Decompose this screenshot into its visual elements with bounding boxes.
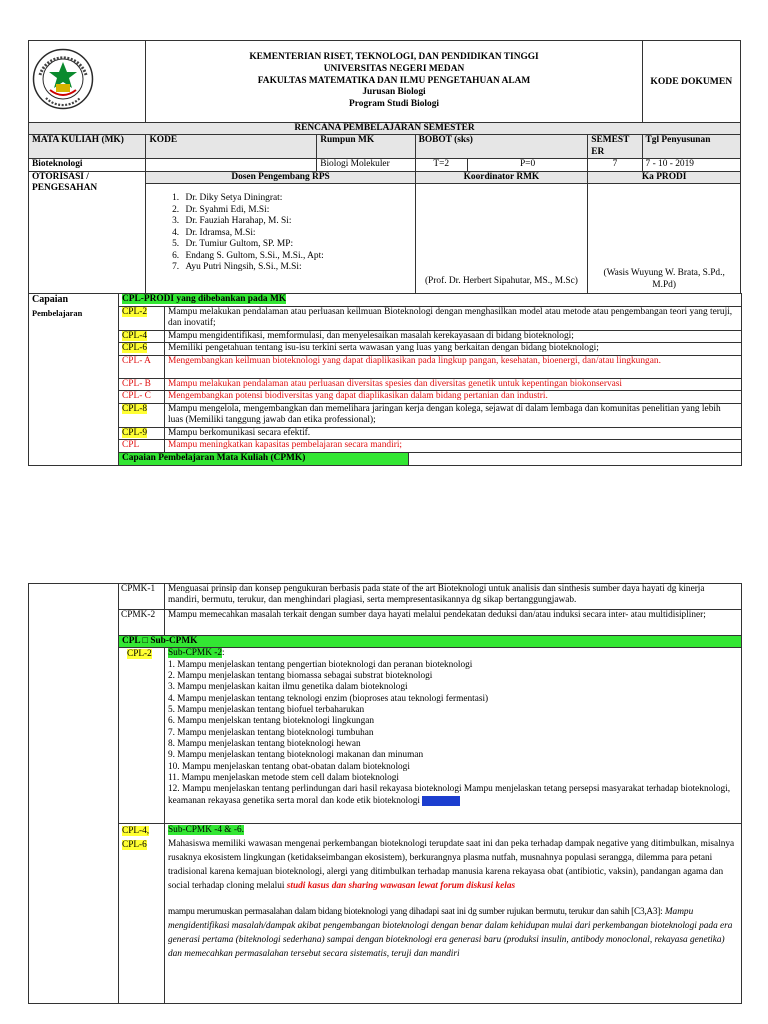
sub-cpmk46-para2: mampu merumuskan permasalahan dalam bidang bioteknologi yang dihadapi saat ini dg sumber rujukan bermutu, terukur dan sahih [C3,A3]: Mampu mengidentifikasi masalah/dampak akibat pengembangan bioteknologi dengan benar dalam kehidupan mulai dari perkembangan bioteknologi pada era generasi pertama (biteknologi sederhana) sampai dengan bioteknologi era generasi baru (produksi insulin, antibody monoclonal, rekayasa genetika) dan memecahkan permasalahan tersebut secara sistematis, teruji dan mandiri (168, 907, 733, 959)
sub-cpmk-item: 7. Mampu menjelaskan tentang bioteknologi tumbuhan (168, 727, 374, 738)
dosen-item: 4. Dr. Idramsa, M.Si: (181, 228, 411, 239)
course-tgl: 7 - 10 - 2019 (642, 159, 740, 171)
otorisasi-label: OTORISASI / PENGESAHAN (29, 171, 146, 293)
tgl-header: Tgl Penyusunan (642, 135, 740, 159)
cpmk-text: Mampu memecahkan masalah terkait dengan sumber daya hayati melalui pendekatan deduksi dan/atau induksi secara inter- atau multidisipliner; (165, 610, 742, 636)
department-name: Jurusan Biologi (362, 87, 426, 98)
course-sks-t: T=2 (415, 159, 467, 171)
bobot-header: BOBOT (sks) (415, 135, 588, 159)
kode-header: KODE (146, 135, 317, 159)
course-semester: 7 (588, 159, 642, 171)
rps-title: RENCANA PEMBELAJARAN SEMESTER (29, 123, 741, 135)
cpl-text: Mampu berkomunikasi secara efektif. (165, 427, 742, 439)
kaprodi-header: Ka PRODI (588, 171, 741, 183)
dosen-item: 6. Endang S. Gultom, S.Si., M.Si., Apt: (181, 251, 411, 262)
dosen-header: Dosen Pengembang RPS (146, 171, 415, 183)
capaian-label: Capaian (32, 294, 69, 306)
sub-cpmk46-body (165, 824, 742, 1004)
sub-cpmk-item: 2. Mampu menjelaskan tentang biomassa sebagai substrat bioteknologi (168, 670, 433, 681)
dosen-item: 5. Dr. Tumiur Gultom, SP. MP: (181, 239, 411, 250)
cpmk-code: CPMK-1 (119, 584, 165, 610)
rps-page-1 (28, 40, 741, 466)
cpl-text: Mengembangkan potensi biodiversitas yang dapat diaplikasikan dalam bidang pertanian dan industri. (165, 391, 742, 403)
sub-cpmk2-body (165, 648, 742, 824)
cpl-text: Mampu mengelola, mengembangkan dan memelihara jaringan kerja dengan kolega, sejawat di dalam lembaga dan komunitas penelitian yang lebih luas (Memiliki tanggung jawab dan etika professional); (165, 403, 742, 427)
cpl-text: Mampu meningkatkan kapasitas pembelajaran secara mandiri; (165, 440, 742, 452)
mata-kuliah-header: MATA KULIAH (MK) (29, 135, 146, 159)
cpl-text: Memiliki pengetahuan tentang isu-isu terkini serta wawasan yang luas yang berkaitan dengan bidang bioteknologi; (165, 343, 742, 355)
cpl-text: Mampu mengidentifikasi, memformulasi, dan menyelesaikan masalah kerekayasaan di bidang bioteknologi; (165, 330, 742, 342)
cpmk-text: Menguasai prinsip dan konsep pengukuran berbasis pada state of the art Bioteknologi untuk analisis dan sinthesis sumber daya hayati dg kinerja mandiri, bermutu, terukur, dan menghindari plagiasi, serta mempresentasikannya dg sikap bertanggungjawab. (165, 584, 742, 610)
kode-dokumen: KODE DOKUMEN (642, 41, 740, 123)
dosen-item: 1. Dr. Diky Setya Diningrat: (181, 193, 411, 204)
sub-cpmk-item: 3. Mampu menjelaskan kaitan ilmu genetika dalam bioteknologi (168, 682, 408, 693)
cpl-code: CPL-8 (119, 403, 165, 427)
cpl-code: CPL-9 (119, 427, 165, 439)
dosen-list-cell (146, 184, 415, 294)
course-sks-p: P=0 (467, 159, 587, 171)
sub-cpmk-item: 11. Mampu menjelaskan metode stem cell dalam bioteknologi (168, 772, 399, 783)
unimed-logo-icon (32, 48, 94, 110)
course-rumpun: Biologi Molekuler (317, 159, 415, 171)
program-name: Program Studi Biologi (349, 99, 439, 110)
sub-cpmk-item: 6. Mampu menjelskan tentang bioteknologi lingkungan (168, 716, 375, 727)
sub-cpmk46-title: Sub-CPMK -4 & -6. (168, 825, 244, 836)
koordinator-name: (Prof. Dr. Herbert Sipahutar, MS., M.Sc) (415, 184, 588, 294)
cpl-code: CPL (119, 440, 165, 452)
sub-cpmk-item: 9. Mampu menjelaskan tentang bioteknologi makanan dan minuman (168, 750, 424, 761)
university-name: UNIVERSITAS NEGERI MEDAN (323, 63, 465, 74)
dosen-item: 7. Ayu Putri Ningsih, S.Si., M.Si: (181, 262, 411, 273)
sub-cpmk-item: 5. Mampu menjelaskan tentang biofuel terbaharukan (168, 704, 365, 715)
cpl-text: Mampu melakukan pendalaman atau perluasan keilmuan Bioteknologi dengan menghasilkan model atau metode atau pengembangan teori yang teruji, dan inovatif; (165, 306, 742, 330)
cpl-prodi-header: CPL-PRODI yang dibebankan pada MK (119, 294, 742, 306)
rps-header-table (28, 40, 741, 294)
dosen-item: 2. Dr. Syahmi Edi, M.Si: (181, 205, 411, 216)
dosen-item: 3. Dr. Fauziah Harahap, M. Si: (181, 216, 411, 227)
logo-cell (29, 41, 146, 123)
sub-cpmk-header: CPL □ Sub-CPMK (119, 636, 742, 648)
cpmk-header-empty (409, 452, 742, 465)
cpl-text: Mampu melakukan pendalaman atau perluasan diversitas spesies dan diversitas genetik untuk kepentingan biokonservasi (165, 378, 742, 390)
kaprodi-name: (Wasis Wuyung W. Brata, S.Pd., M.Pd) (588, 184, 741, 294)
sub-cpmk2-cpl: CPL-2 (119, 648, 165, 824)
highlight-mark (422, 796, 460, 806)
capaian-table (28, 293, 742, 465)
rps-page-2 (28, 583, 741, 1004)
capaian-label-cell (29, 294, 119, 465)
sub-cpmk-item: 10. Mampu menjelaskan tentang obat-obatan dalam bioteknologi (168, 761, 410, 772)
dosen-list (149, 193, 411, 273)
cpl-code: CPL-2 (119, 306, 165, 330)
cpmk-header: Capaian Pembelajaran Mata Kuliah (CPMK) (119, 452, 409, 465)
rumpun-header: Rumpun MK (317, 135, 415, 159)
course-name: Bioteknologi (29, 159, 146, 171)
left-blank-cell (29, 584, 119, 1004)
sub-cpmk2-title: Sub-CPMK -2: (168, 648, 225, 659)
koordinator-header: Koordinator RMK (415, 171, 588, 183)
cpl-code: CPL- A (119, 355, 165, 378)
sub-cpmk46-cpl: CPL-4, CPL-6 (119, 824, 165, 1004)
cpmk-code: CPMK-2 (119, 610, 165, 636)
sub-cpmk-item: 4. Mampu menjelaskan tentang teknologi enzim (bioproses atau teknologi fermentasi) (168, 693, 489, 704)
sub-cpmk-item: 1. Mampu menjelaskan tentang pengertian bioteknologi dan peranan bioteknologi (168, 659, 473, 670)
sub-cpmk46-para1: Mahasiswa memiliki wawasan mengenai perkembangan bioteknologi terupdate saat ini dan peka terhadap dampak negative yang ditimbulkan, misalnya rusaknya ekosistem lingkungan (ketidakseimbangan ekosistem), berkurangnya plasma nutfah, musnahnya populasi serangga, dilemma para petani tradisional karena kemajuan bioteknologi, alergi yang ditimbulkan terhadap manusia karena rekayasa obat (antibiotic, vaksin), pandangan agama dan social terhadap cloning melalui studi kasus dan sharing wawasan lewat forum diskusi kelas (168, 839, 735, 892)
ministry-name: KEMENTERIAN RISET, TEKNOLOGI, DAN PENDIDIKAN TINGGI (249, 52, 539, 63)
institution-header (146, 41, 642, 123)
cpl-code: CPL-6 (119, 343, 165, 355)
pembelajaran-label: Pembelajaran (32, 308, 83, 318)
cpl-code: CPL-4 (119, 330, 165, 342)
course-code (146, 159, 317, 171)
faculty-name: FAKULTAS MATEMATIKA DAN ILMU PENGETAHUAN ALAM (257, 75, 531, 86)
semester-header: SEMEST ER (588, 135, 642, 159)
cpl-code: CPL- B (119, 378, 165, 390)
cpmk-table (28, 583, 742, 1004)
sub-cpmk-item: 8. Mampu menjelaskan tentang bioteknologi hewan (168, 738, 361, 749)
sub-cpmk-item: 12. Mampu menjelaskan tentang perlindungan dari hasil rekayasa bioteknologi Mampu menjelaskan tetang persepsi masyarakat terhadap bioteknologi, keamanan rekayasa genetika serta moral dan kode etik bioteknologi (168, 784, 731, 806)
cpl-code: CPL- C (119, 391, 165, 403)
cpl-text: Mengembangkan keilmuan bioteknologi yang dapat diaplikasikan pada lingkup pangan, kesehatan, bioenergi, dan/atau lingkungan. (165, 355, 742, 378)
